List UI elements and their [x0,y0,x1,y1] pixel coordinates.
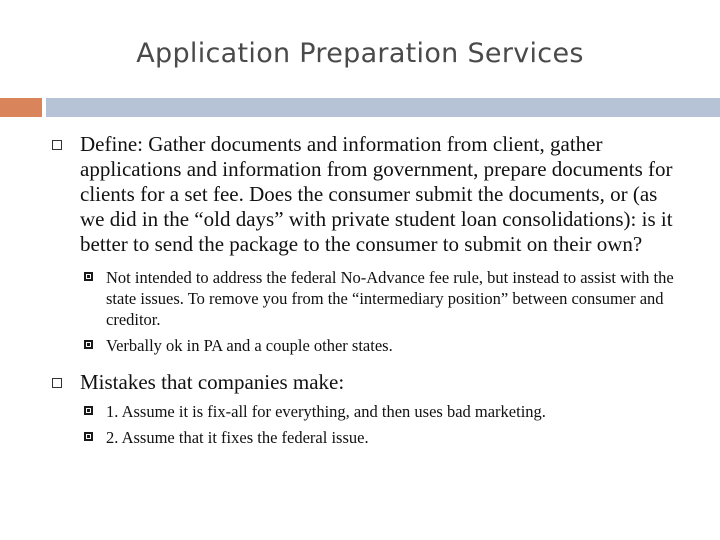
title-accent-bar [0,98,42,117]
sub-bullet-verbally-ok [0,335,720,356]
sub-bullet-text: 2. Assume that it fixes the federal issue. [106,428,369,447]
sub-bullet-text: Not intended to address the federal No-Advance fee rule, but instead to assist with the state issues. To remove you from the “intermediary position” between consumer and creditor. [106,268,674,329]
sub-bullet-mistake-1 [0,401,720,422]
hollow-square-bullet-icon [52,378,62,388]
bullet-define [0,132,720,257]
bullet-mistakes [0,370,720,395]
bullet-text: Define: Gather documents and information from client, gather applications and information from government, prepare documents for clients for a set fee. Does the consumer submit the documents, or (as we did in the “old days” with private student loan consolidations): is it better to send the package to the consumer to submit on their own? [80,132,673,256]
sub-bullet-text: 1. Assume it is fix-all for everything, and then uses bad marketing. [106,402,546,421]
square-bullet-icon [84,340,93,349]
sub-bullet-mistake-2 [0,427,720,448]
slide-body [0,132,720,448]
square-bullet-icon [84,432,93,441]
hollow-square-bullet-icon [52,140,62,150]
sub-bullet-no-advance-fee [0,267,720,330]
square-bullet-icon [84,272,93,281]
slide-title: Application Preparation Services [136,38,584,69]
bullet-text: Mistakes that companies make: [80,370,345,394]
title-divider-bar [46,98,720,117]
sub-bullet-text: Verbally ok in PA and a couple other states. [106,336,393,355]
square-bullet-icon [84,406,93,415]
